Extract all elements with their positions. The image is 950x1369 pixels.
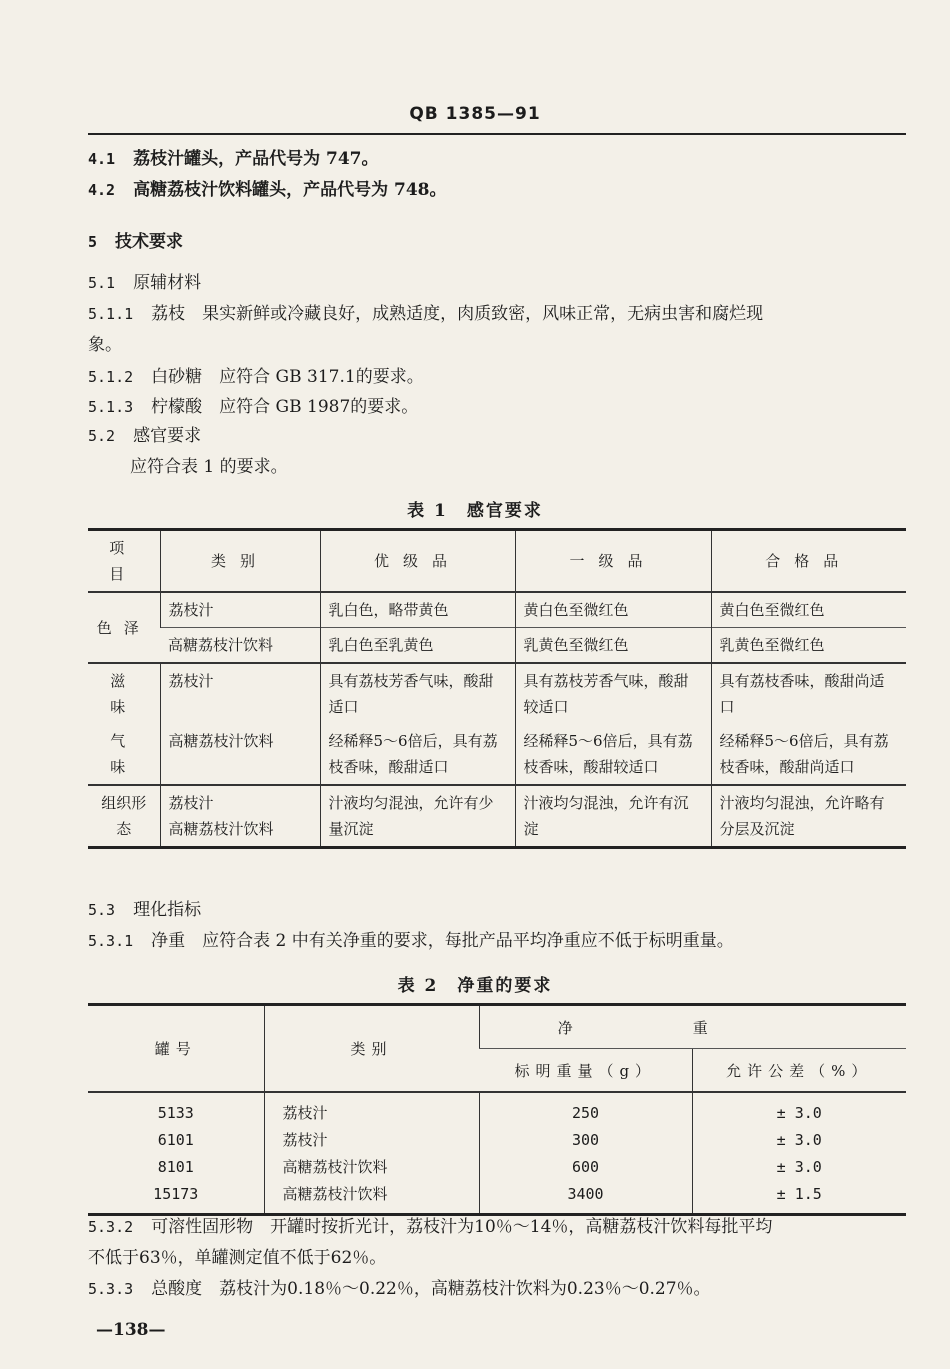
table1-caption: 表 1 感官要求 bbox=[407, 501, 543, 521]
table-row bbox=[88, 628, 906, 664]
col-header-tolerance: 允许公差（%） bbox=[692, 1049, 906, 1093]
table-cell: 具有荔枝芳香气味，酸甜较适口 bbox=[515, 663, 711, 724]
clause-text: 柠檬酸 应符合 GB 1987的要求。 bbox=[151, 397, 419, 417]
clause-text: 总酸度 荔枝汁为0.18％～0.22％，高糖荔枝汁饮料为0.23％～0.27％。 bbox=[151, 1279, 711, 1299]
table-cell-category bbox=[160, 785, 320, 848]
clause-5-1 bbox=[88, 271, 201, 295]
clause-text: 净重 应符合表 2 中有关净重的要求，每批产品平均净重应不低于标明重量。 bbox=[151, 931, 734, 951]
clause-5-2-body: 应符合表 1 的要求。 bbox=[130, 457, 288, 477]
col-header-marked-weight: 标明重量（g） bbox=[514, 1061, 657, 1080]
row-item-texture: 组织形态 bbox=[88, 785, 160, 848]
table-cell: 汁液均匀混浊，允许有沉淀 bbox=[515, 785, 711, 848]
col-header-can-number: 罐号 bbox=[154, 1040, 197, 1058]
table-cell: 3400 bbox=[479, 1180, 692, 1215]
clause-text: 荔枝汁罐头，产品代号为 747。 bbox=[133, 149, 379, 169]
table-cell: 6101 bbox=[157, 1130, 194, 1149]
table-cell: 乳黄色至微红色 bbox=[711, 628, 906, 664]
clause-5 bbox=[88, 230, 183, 254]
table-cell: 高糖荔枝汁饮料 bbox=[160, 724, 320, 785]
col-header-premium: 优级品 bbox=[320, 530, 515, 593]
col-header-category: 类别 bbox=[160, 530, 320, 593]
clause-5-3-2 bbox=[88, 1215, 772, 1239]
clause-number: 4.1 bbox=[88, 150, 116, 168]
table-header-row bbox=[88, 1005, 906, 1049]
clause-5-1-1-cont: 象。 bbox=[88, 335, 122, 355]
table-cell: 乳白色至乳黄色 bbox=[320, 628, 515, 664]
clause-number: 5.3.2 bbox=[88, 1218, 134, 1236]
row-item-taste: 滋 味 bbox=[88, 663, 160, 724]
clause-5-3-2-cont: 不低于63％，单罐测定值不低于62％。 bbox=[88, 1248, 387, 1268]
category-high-sugar-drink: 高糖荔枝汁饮料 bbox=[168, 820, 274, 838]
page-number: —138— bbox=[96, 1320, 166, 1340]
clause-number: 5.1.2 bbox=[88, 368, 134, 386]
clause-number: 5.2 bbox=[88, 427, 116, 445]
col-header-item: 项目 bbox=[88, 530, 160, 593]
table-cell: 高糖荔枝汁饮料 bbox=[160, 628, 320, 664]
table-row bbox=[88, 724, 906, 785]
table-cell: 5133 bbox=[88, 1092, 264, 1126]
table-row bbox=[88, 1126, 906, 1153]
table-cell: ± 3.0 bbox=[692, 1092, 906, 1126]
clause-5-3-3 bbox=[88, 1277, 711, 1301]
clause-5-1-2 bbox=[88, 365, 424, 389]
table-cell: 具有荔枝芳香气味，酸甜适口 bbox=[320, 663, 515, 724]
clause-text: 技术要求 bbox=[115, 232, 184, 252]
clause-number: 5.3 bbox=[88, 901, 116, 919]
table-cell: 经稀释5～6倍后，具有荔枝香味，酸甜适口 bbox=[320, 724, 515, 785]
clause-text: 高糖荔枝汁饮料罐头，产品代号为 748。 bbox=[133, 180, 447, 200]
table-cell: 荔枝汁 bbox=[160, 663, 320, 724]
category-lychee-juice: 荔枝汁 bbox=[168, 794, 214, 812]
table-cell: 黄白色至微红色 bbox=[515, 592, 711, 628]
table-cell: 250 bbox=[479, 1092, 692, 1126]
table-row bbox=[88, 1180, 906, 1215]
table-cell: 8101 bbox=[157, 1157, 194, 1176]
clause-number: 5.3.1 bbox=[88, 932, 134, 950]
col-header-first-grade: 一级品 bbox=[515, 530, 711, 593]
table-cell: 乳白色，略带黄色 bbox=[320, 592, 515, 628]
col-header-qualified: 合格品 bbox=[711, 530, 906, 593]
net-weight-table bbox=[88, 1003, 906, 1216]
table2-caption: 表 2 净重的要求 bbox=[397, 976, 553, 996]
table-cell: 荔枝汁 bbox=[160, 592, 320, 628]
sensory-requirements-table bbox=[88, 528, 906, 849]
row-item-color: 色泽 bbox=[96, 618, 151, 637]
clause-number: 4.2 bbox=[88, 181, 116, 199]
clause-5-2 bbox=[88, 424, 201, 448]
clause-text: 荔枝 果实新鲜或冷藏良好，成熟适度，肉质致密，风味正常，无病虫害和腐烂现 bbox=[151, 304, 764, 324]
table-cell: ± 1.5 bbox=[692, 1180, 906, 1215]
table-row bbox=[88, 1092, 906, 1126]
table-cell: 300 bbox=[479, 1126, 692, 1153]
clause-number: 5.1 bbox=[88, 274, 116, 292]
table-cell: 高糖荔枝汁饮料 bbox=[264, 1153, 479, 1180]
clause-5-3-1 bbox=[88, 929, 734, 953]
table-cell: 15173 bbox=[153, 1184, 199, 1203]
clause-number: 5 bbox=[88, 233, 98, 251]
table-cell: 荔枝汁 bbox=[264, 1126, 479, 1153]
clause-text: 可溶性固形物 开罐时按折光计，荔枝汁为10％～14％，高糖荔枝汁饮料每批平均 bbox=[151, 1217, 773, 1237]
table-header-row bbox=[88, 530, 906, 593]
table-row bbox=[88, 1153, 906, 1180]
standard-code: QB 1385—91 bbox=[409, 104, 541, 124]
table-cell: 600 bbox=[479, 1153, 692, 1180]
table-cell: 汁液均匀混浊，允许有少量沉淀 bbox=[320, 785, 515, 848]
table-row bbox=[88, 663, 906, 724]
clause-text: 理化指标 bbox=[133, 900, 202, 920]
clause-number: 5.1.1 bbox=[88, 305, 134, 323]
table-cell: 高糖荔枝汁饮料 bbox=[264, 1180, 479, 1215]
table-cell: 荔枝汁 bbox=[264, 1092, 479, 1126]
table-cell: 汁液均匀混浊，允许略有分层及沉淀 bbox=[711, 785, 906, 848]
table-row bbox=[88, 592, 906, 628]
clause-5-1-3 bbox=[88, 395, 418, 419]
clause-text: 白砂糖 应符合 GB 317.1的要求。 bbox=[151, 367, 424, 387]
table-cell: 黄白色至微红色 bbox=[711, 592, 906, 628]
clause-4-2 bbox=[88, 178, 447, 202]
table-cell: 经稀释5～6倍后，具有荔枝香味，酸甜尚适口 bbox=[711, 724, 906, 785]
clause-4-1 bbox=[88, 147, 379, 171]
col-header-net-weight: 净重 bbox=[479, 1005, 906, 1049]
clause-number: 5.1.3 bbox=[88, 398, 134, 416]
clause-text: 原辅材料 bbox=[133, 273, 202, 293]
clause-5-3 bbox=[88, 898, 201, 922]
table-cell: 经稀释5～6倍后，具有荔枝香味，酸甜较适口 bbox=[515, 724, 711, 785]
clause-text: 感官要求 bbox=[133, 426, 202, 446]
row-item-odor: 气 味 bbox=[110, 732, 165, 776]
table-cell: ± 3.0 bbox=[692, 1126, 906, 1153]
table-cell: 乳黄色至微红色 bbox=[515, 628, 711, 664]
header-rule bbox=[88, 133, 906, 135]
col-header-category: 类别 bbox=[264, 1005, 479, 1093]
table-cell: 具有荔枝香味，酸甜尚适口 bbox=[711, 663, 906, 724]
table-row bbox=[88, 785, 906, 848]
clause-5-1-1 bbox=[88, 302, 763, 326]
table-cell: ± 3.0 bbox=[692, 1153, 906, 1180]
clause-number: 5.3.3 bbox=[88, 1280, 134, 1298]
